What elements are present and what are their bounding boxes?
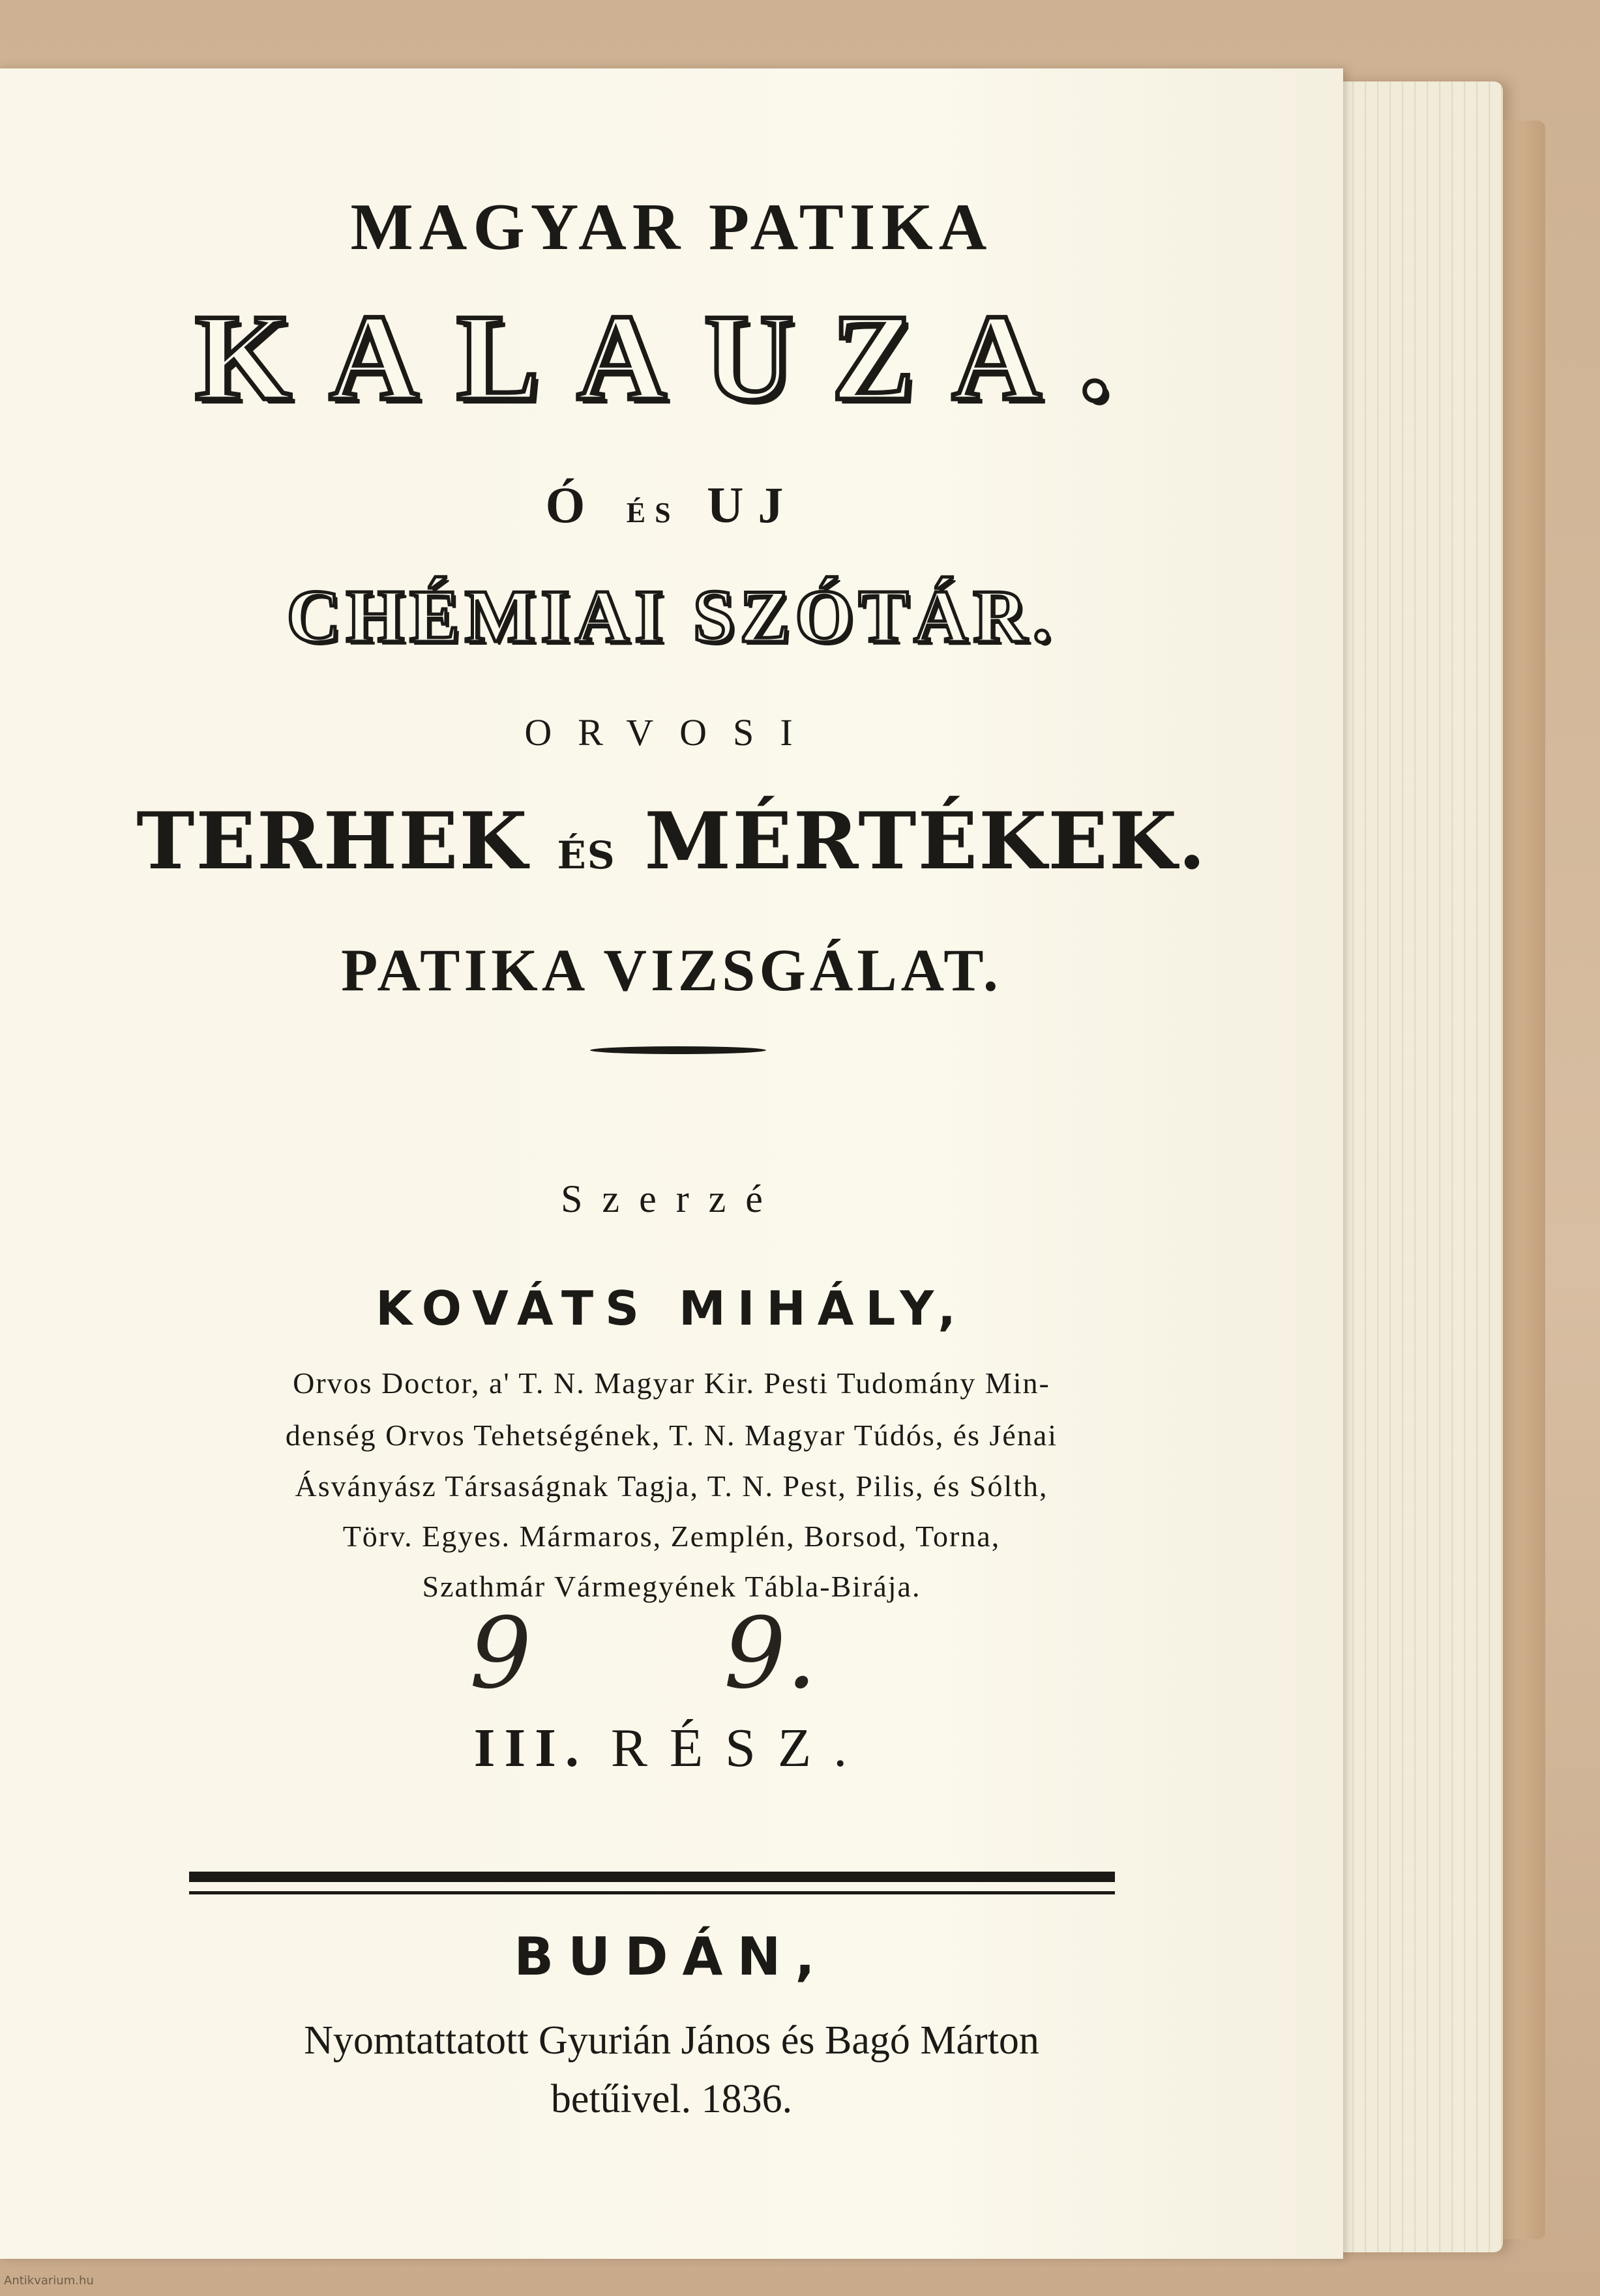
title-line-kalauza: KALAUZA. [195,289,1148,426]
title-line-patika-vizsgalat: PATIKA VIZSGÁLAT. [341,937,1002,1003]
imprint-printer: Nyomtattatott Gyurián János és Bagó Márton [304,2018,1039,2063]
watermark-text: Antikvarium.hu [4,2274,94,2288]
author-description-line: Orvos Doctor, a' T. N. Magyar Kir. Pesti Tudomány Min- [293,1366,1050,1400]
author-name: KOVÁTS MIHÁLY, [376,1281,968,1336]
word-o: Ó [545,477,600,533]
title-page [0,68,1343,2259]
part-number [0,1716,1343,1780]
title-line-terhek-es-mertekek [0,795,1343,887]
word-es-small: ÉS [557,833,616,877]
part-roman: III. [473,1718,588,1778]
handwritten-mark: 9 [469,1597,532,1711]
title-line-o-es-uj [0,476,1343,535]
word-es: ÉS [626,497,680,529]
ornament-divider [590,1046,766,1054]
part-word: RÉSZ. [610,1718,870,1778]
author-label: Szerzé [561,1177,782,1220]
word-terhek: TERHEK [136,795,529,887]
author-description-line: denség Orvos Tehetségének, T. N. Magyar Túdós, és Jénai [285,1419,1058,1452]
double-rule-thin [189,1891,1115,1894]
title-line-chemiai-szotar: CHÉMIAI SZÓTÁR. [286,575,1057,658]
author-description-line: Szathmár Vármegyének Tábla-Birája. [422,1570,921,1603]
word-mertekek: MÉRTÉKEK. [644,795,1207,887]
double-rule-thick [189,1872,1115,1882]
imprint-year: betűivel. 1836. [550,2077,793,2121]
author-description-line: Ásványász Társaságnak Tagja, T. N. Pest, Pilis, és Sólth, [295,1469,1048,1503]
word-uj: UJ [707,477,798,533]
handwritten-mark: 9. [724,1597,818,1711]
imprint-place: BUDÁN, [514,1926,829,1987]
page-edges [1317,81,1503,2252]
title-line-magyar-patika: MAGYAR PATIKA [350,190,993,264]
book-cover-edge [1500,121,1545,2239]
author-description-line: Törv. Egyes. Mármaros, Zemplén, Borsod, Torna, [342,1520,1001,1553]
title-line-orvosi: ORVOSI [524,711,819,754]
